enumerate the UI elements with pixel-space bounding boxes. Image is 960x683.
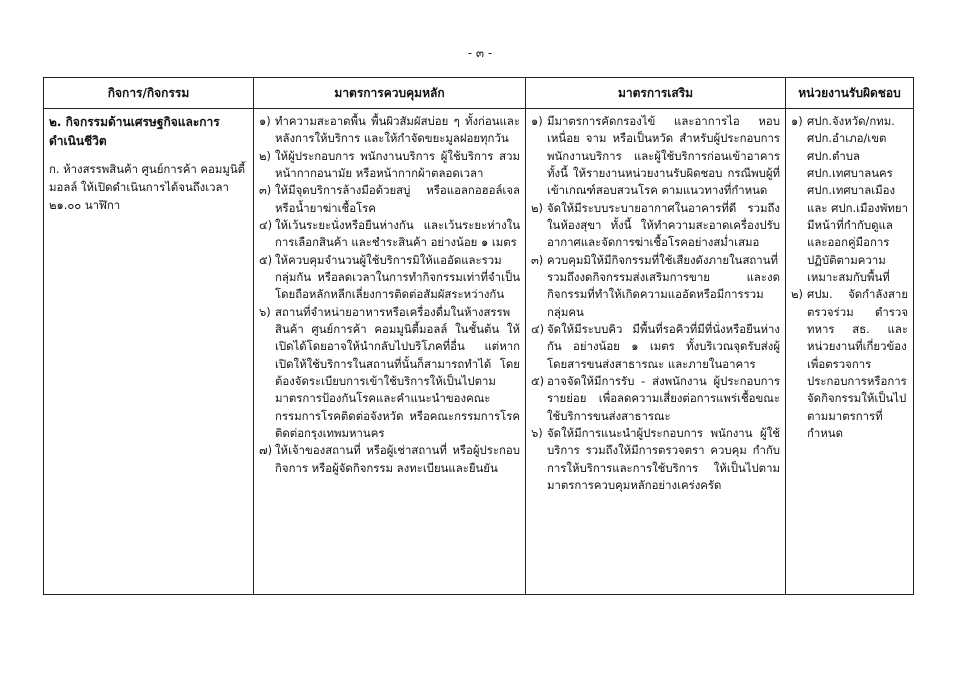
activity-cell: [44, 109, 254, 595]
list-item: ๗) ให้เจ้าของสถานที่ หรือผู้เช่าสถานที่ หรือผู้ประกอบกิจการ หรือผู้จัดกิจกรรม ลงทะเบียนและยืนยัน: [259, 443, 520, 475]
list-item: ๕) ให้ควบคุมจำนวนผู้ใช้บริการมิให้แออัดและรวมกลุ่มกัน หรือลดเวลาในการทำกิจกรรมเท่าที่จำเป็น โดยถือหลักหลีกเลี่ยงการติดต่อสัมผัสระหว่างกัน: [259, 252, 520, 302]
list-item: ๖) สถานที่จำหน่ายอาหารหรือเครื่องดื่มในห้างสรรพสินค้า ศูนย์การค้า คอมมูนิตี้มอลล์ ในชั้นต้น ให้เปิดได้โดยอาจให้นำกลับไปบริโภคที่อื่น แต่หากเปิดให้ใช้บริการในสถานที่นั้นก็สามารถทำได้ โดยต้องจัดระเบียบการเข้าใช้บริการให้เป็นไปตามมาตรการป้องกันโรคและคำแนะนำของคณะกรรมการโรคติดต่อจังหวัด หรือคณะกรรมการโรคติดต่อกรุงเทพมหานคร: [259, 304, 520, 440]
list-item: ๔) จัดให้มีระบบคิว มีพื้นที่รอคิวที่มีที่นั่งหรือยืนห่างกัน อย่างน้อย ๑ เมตร ทั้งบริเวณจุดรับส่งผู้โดยสารขนส่งสาธารณะ และภายในอาคาร: [531, 321, 780, 371]
main-measures-list: [259, 113, 520, 477]
list-item: ๔) ให้เว้นระยะนั่งหรือยืนห่างกัน และเว้นระยะห่างในการเลือกสินค้า และชำระสินค้า อย่างน้อย ๑ เมตร: [259, 217, 520, 250]
header-additional-measures: มาตรการเสริม: [526, 78, 786, 109]
list-item: ๖) จัดให้มีการแนะนำผู้ประกอบการ พนักงาน ผู้ใช้บริการ รวมถึงให้มีการตรวจตรา ควบคุม กำกับการให้บริการและการใช้บริการ ให้เป็นไปตามมาตรการควบคุมหลักอย่างเคร่งครัด: [531, 425, 780, 492]
header-responsible: หน่วยงานรับผิดชอบ: [786, 78, 914, 109]
list-item: ๓) ควบคุมมิให้มีกิจกรรมที่ใช้เสียงดังภายในสถานที่ รวมถึงงดกิจกรรมส่งเสริมการขาย และงดกิจกรรมที่ทำให้เกิดความแออัดหรือมีการรวมกลุ่มคน: [531, 252, 780, 319]
additional-measures-cell: [526, 109, 786, 595]
list-item: ๕) อาจจัดให้มีการรับ - ส่งพนักงาน ผู้ประกอบการรายย่อย เพื่อลดความเสี่ยงต่อการแพร่เชื้อขณะใช้บริการขนส่งสาธารณะ: [531, 373, 780, 423]
section-title: ๒. กิจกรรมด้านเศรษฐกิจและการดำเนินชีวิต: [49, 115, 220, 149]
list-item: ๑) มีมาตรการคัดกรองไข้ และอาการไอ หอบเหนื่อย จาม หรือเป็นหวัด สำหรับผู้ประกอบการ พนักงานบริการ และผู้ใช้บริการก่อนเข้าอาคาร ทั้งนี้ ให้รายงานหน่วยงานรับผิดชอบ กรณีพบผู้ที่เข้าเกณฑ์สอบสวนโรค ตามแนวทางที่กำหนด: [531, 114, 780, 198]
table-header-row: [44, 78, 914, 109]
list-item: ๑) ทำความสะอาดพื้น พื้นผิวสัมผัสบ่อย ๆ ทั้งก่อนและหลังการให้บริการ และให้กำจัดขยะมูลฝอยทุกวัน: [259, 114, 520, 146]
list-item: ๓) ให้มีจุดบริการล้างมือด้วยสบู่ หรือแอลกอฮอล์เจล หรือน้ำยาฆ่าเชื้อโรค: [259, 183, 520, 215]
list-item: ๑) ศปก.จังหวัด/กทม. ศปก.อำเภอ/เขต ศปก.ตำบล ศปก.เทศบาลนคร ศปก.เทศบาลเมือง และ ศปก.เมืองพัทยา มีหน้าที่กำกับดูแล และออกคู่มือการปฏิบัติตามความเหมาะสมกับพื้นที่: [791, 114, 908, 284]
list-item: ๒) ให้ผู้ประกอบการ พนักงานบริการ ผู้ใช้บริการ สวมหน้ากากอนามัย หรือหน้ากากผ้าตลอดเวลา: [259, 148, 520, 180]
table-row: [44, 109, 914, 595]
main-measures-cell: [254, 109, 526, 595]
list-item: ๒) ศปม. จัดกำลังสายตรวจร่วม ตำรวจ ทหาร สธ. และหน่วยงานที่เกี่ยวข้อง เพื่อตรวจการประกอบการหรือการจัดกิจกรรมให้เป็นไปตามมาตรการที่กำหนด: [791, 287, 908, 440]
additional-measures-list: [531, 113, 780, 494]
measures-table: [43, 77, 914, 595]
page-number: - ๓ -: [467, 46, 493, 60]
header-main-measures: มาตรการควบคุมหลัก: [254, 78, 526, 109]
header-activity: กิจการ/กิจกรรม: [44, 78, 254, 109]
activity-text: ก. ห้างสรรพสินค้า ศูนย์การค้า คอมมูนิตี้มอลล์ ให้เปิดดำเนินการได้จนถึงเวลา ๒๑.๐๐ นาฬิกา: [49, 162, 246, 212]
responsible-cell: [786, 109, 914, 595]
responsible-list: [791, 113, 908, 442]
list-item: ๒) จัดให้มีระบบระบายอากาศในอาคารที่ดี รวมถึงในห้องสุขา ทั้งนี้ ให้ทำความสะอาดเครื่องปรับอากาศและจัดการฆ่าเชื้อโรคอย่างสม่ำเสมอ: [531, 200, 780, 250]
